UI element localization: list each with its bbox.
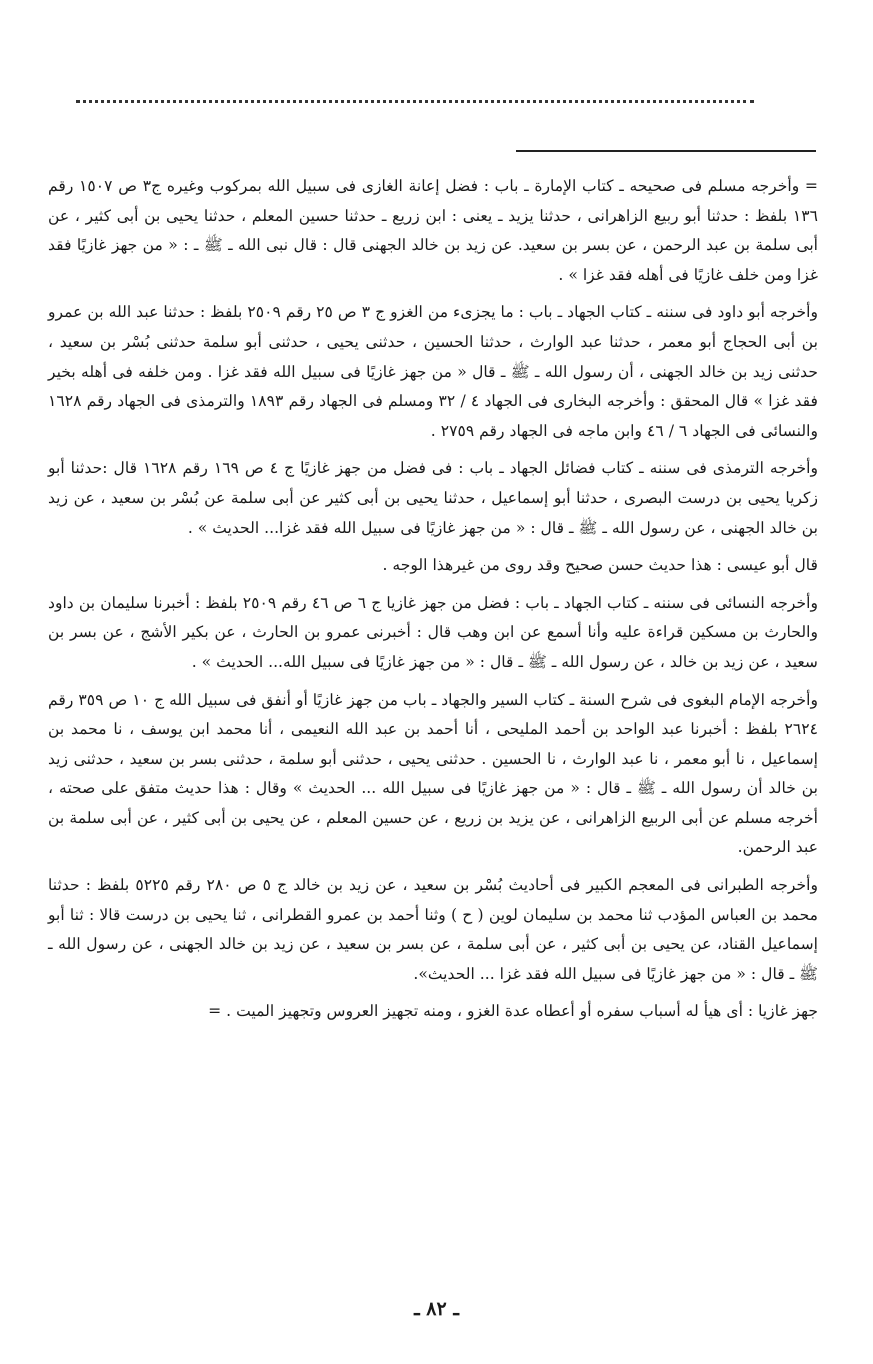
footnote-paragraph: وأخرجه الطبرانى فى المعجم الكبير فى أحاديث بُسْر بن سعيد ، عن زيد بن خالد ج ٥ ص ٢٨٠ رقم ٥٢٢٥ بلفظ : حدثنا محمد بن العباس المؤدب ثنا محمد بن سليمان لوين ( ح ) وثنا أحمد بن عمرو القطرانى ، ثنا يحيى بن درست قالا : ثنا أبو إسماعيل القناد، عن يحيى بن أبى كثير ، عن أبى سلمة ، عن بسر بن سعيد ، عن زيد بن خالد الجهنى ، عن رسول الله ـ ﷺ ـ قال : « من جهز غازيًا فى سبيل الله فقد غزا ... الحديث».: [48, 876, 818, 983]
footnote-paragraph: = وأخرجه مسلم فى صحيحه ـ كتاب الإمارة ـ باب : فضل إعانة الغازى فى سبيل الله بمركوب وغيره ج٣ ص ١٥٠٧ رقم ١٣٦ بلفظ : حدثنا أبو ربيع الزاهرانى ، حدثنا يزيد ـ يعنى : ابن زريع ـ حدثنا حسين المعلم ، حدثنا يحيى بن أبى كثير ، عن أبى سلمة بن عبد الرحمن ، عن بسر بن سعيد. عن زيد بن خالد الجهنى قال : قال نبى الله ـ ﷺ ـ : « من جهز غازيًا فقد غزا ومن خلف غازيًا فى أهله فقد غزا » .: [48, 177, 818, 284]
footnote-paragraph: وأخرجه النسائى فى سننه ـ كتاب الجهاد ـ باب : فضل من جهز غازيا ج ٦ ص ٤٦ رقم ٢٥٠٩ بلفظ : أخبرنا سليمان بن داود والحارث بن مسكين قراءة عليه وأنا أسمع عن ابن وهب قال : أخبرنى عمرو بن الحارث ، عن بكير الأشج ، عن بسر بن سعيد ، عن زيد بن خالد ، عن رسول الله ـ ﷺ ـ قال : « من جهز غازيًا فى سبيل الله... الحديث » .: [48, 593, 818, 671]
page-number: ـ ٨٢ ـ: [414, 1298, 459, 1320]
dotted-separator: [76, 100, 754, 103]
footnote-paragraph: وأخرجه الإمام البغوى فى شرح السنة ـ كتاب السير والجهاد ـ باب من جهز غازيًا أو أنفق فى سبيل الله ج ١٠ ص ٣٥٩ رقم ٢٦٢٤ بلفظ : أخبرنا عبد الواحد بن أحمد المليحى ، أنا أحمد بن عبد الله النعيمى ، أنا محمد ابن يوسف ، نا محمد بن إسماعيل ، نا أبو معمر ، نا عبد الوارث ، نا الحسين . حدثنى يحيى ، حدثنى أبو سلمة ، حدثنى بسر بن سعيد ، حدثنى زيد بن خالد أن رسول الله ـ ﷺ ـ قال : « من جهز غازيًا فى سبيل الله ... الحديث » وقال : هذا حديث متفق على صحته ، أخرجه مسلم عن أبى الربيع الزاهرانى ، عن يزيد بن زريع ، عن حسين المعلم ، عن يحيى بن أبى كثير ، عن أبى سلمة بن عبد الرحمن.: [48, 690, 818, 857]
footnote-paragraph: جهز غازيا : أى هيأ له أسباب سفره أو أعطاه عدة الغزو ، ومنه تجهيز العروس وتجهيز الميت . =: [208, 1002, 818, 1021]
footnote-paragraph: وأخرجه أبو داود فى سننه ـ كتاب الجهاد ـ باب : ما يجزىء من الغزو ج ٣ ص ٢٥ رقم ٢٥٠٩ بلفظ : حدثنا عبد الله بن عمرو بن أبى الحجاج أبو معمر ، حدثنا عبد الوارث ، حدثنا الحسين ، حدثنى يحيى ، حدثنى أبو سلمة حدثنى بُسْر بن سعيد ، حدثنى زيد بن خالد الجهنى ، أن رسول الله ـ ﷺ ـ قال « من جهز غازيًا فى سبيل الله فقد غزا . ومن خلفه فى أهله بخير فقد غزا » قال المحقق : وأخرجه البخارى فى الجهاد ٤ / ٣٢ ومسلم فى الجهاد رقم ١٨٩٣ والترمذى فى الجهاد رقم ١٦٢٨ والنسائى فى الجهاد ٦ / ٤٦ وابن ماجه فى الجهاد رقم ٢٧٥٩ .: [48, 303, 818, 440]
footnotes-block: [48, 172, 818, 1027]
footnote-rule: [516, 150, 816, 152]
footnote-paragraph: وأخرجه الترمذى فى سننه ـ كتاب فضائل الجهاد ـ باب : فى فضل من جهز غازيًا ج ٤ ص ١٦٩ رقم ١٦٢٨ قال :حدثنا أبو زكريا يحيى بن درست البصرى ، حدثنا أبو إسماعيل ، حدثنا يحيى بن أبى كثير عن أبى سلمة عن بُسْر بن سعيد ، عن زيد بن خالد الجهنى ، عن رسول الله ـ ﷺ ـ قال : « من جهز غازيًا فى سبيل الله فقد غزا... الحديث » .: [48, 459, 818, 537]
footnote-paragraph: قال أبو عيسى : هذا حديث حسن صحيح وقد روى من غيرهذا الوجه .: [382, 556, 818, 575]
